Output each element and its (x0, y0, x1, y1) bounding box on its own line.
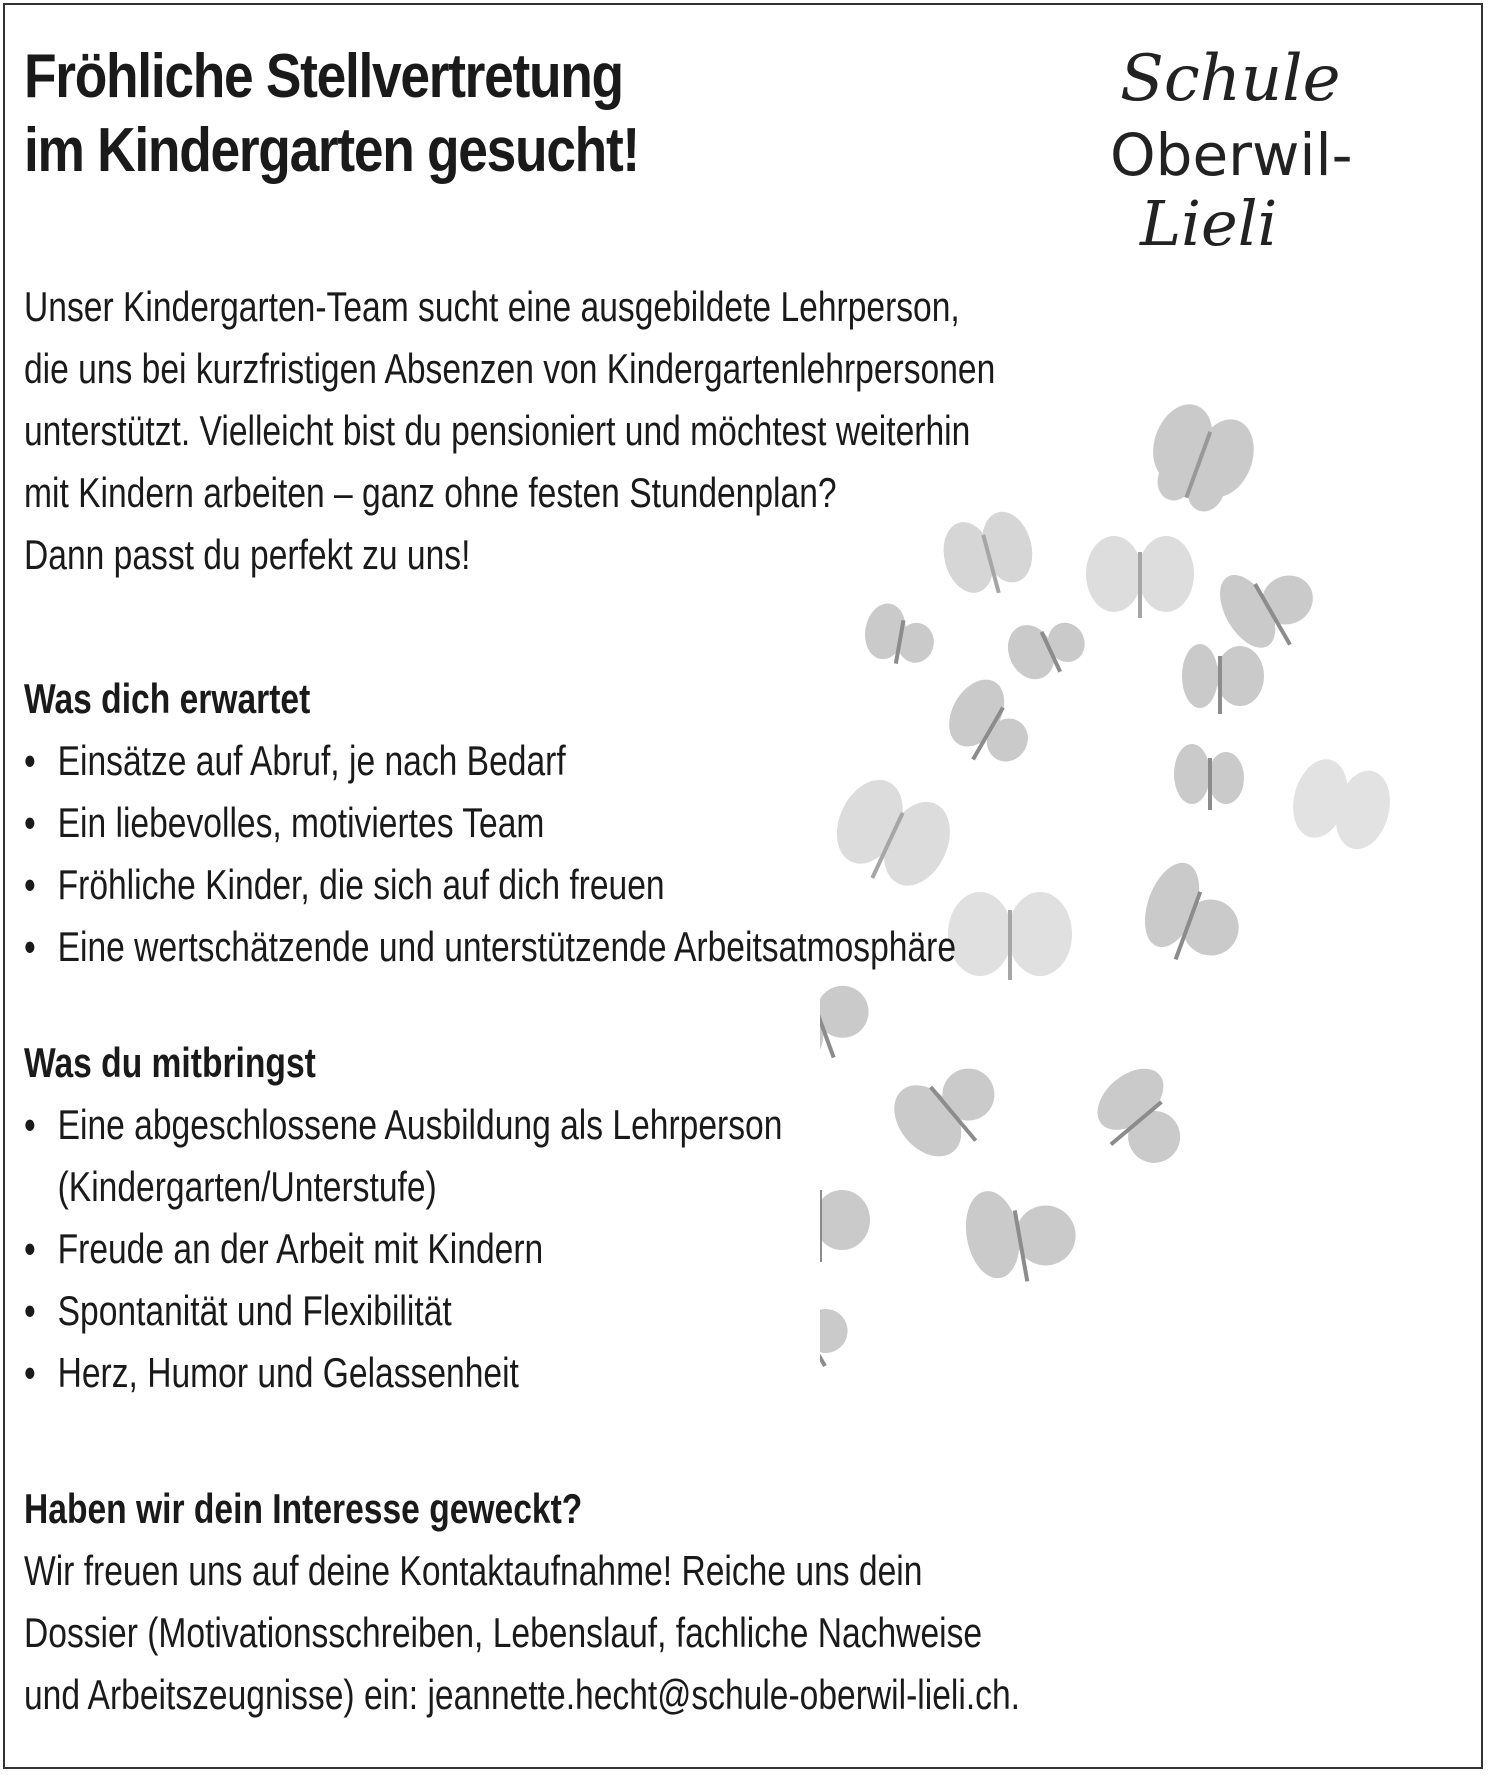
list-item: • Herz, Humor und Gelassenheit (24, 1342, 782, 1404)
logo-line-1: Schule (1120, 42, 1341, 116)
requirements-section (24, 1032, 782, 1404)
page-title (24, 40, 639, 188)
list-item: • Fröhliche Kinder, die sich auf dich freuen (24, 854, 956, 916)
email-link[interactable]: jeannette.hecht@schule-oberwil-lieli.ch (427, 1671, 1011, 1718)
contact-text: und Arbeitszeugnisse) ein: (24, 1671, 428, 1718)
list-item: • Eine wertschätzende und unterstützende Arbeitsatmosphäre (24, 916, 956, 978)
list-item-text: Eine abgeschlossene Ausbildung als Lehrperson (57, 1101, 783, 1148)
title-line-1: Fröhliche Stellvertretung (24, 42, 623, 111)
list-item: • Freude an der Arbeit mit Kindern (24, 1218, 782, 1280)
list-item: • Spontanität und Flexibilität (24, 1280, 782, 1342)
intro-paragraph (24, 276, 995, 586)
intro-line: unterstützt. Vielleicht bist du pensioniert und möchtest weiterhin (24, 407, 971, 454)
expectations-section (24, 668, 956, 978)
contact-line: Dossier (Motivationsschreiben, Lebenslauf, fachliche Nachweise (24, 1609, 983, 1656)
intro-line: Dann passt du perfekt zu uns! (24, 531, 471, 578)
expectations-list (24, 730, 956, 978)
contact-text: . (1010, 1671, 1020, 1718)
school-logo (1110, 30, 1450, 260)
intro-line: die uns bei kurzfristigen Absenzen von Kindergartenlehrpersonen (24, 345, 996, 392)
requirements-list (24, 1094, 782, 1156)
list-item-continuation: (Kindergarten/Unterstufe) (57, 1163, 437, 1210)
list-item (24, 1094, 782, 1156)
list-item: • Einsätze auf Abruf, je nach Bedarf (24, 730, 956, 792)
intro-line: mit Kindern arbeiten – ganz ohne festen Stundenplan? (24, 469, 837, 516)
requirements-heading: Was du mitbringst (24, 1039, 316, 1086)
expectations-heading: Was dich erwartet (24, 675, 311, 722)
title-line-2: im Kindergarten gesucht! (24, 116, 639, 185)
list-item: • Ein liebevolles, motiviertes Team (24, 792, 956, 854)
logo-line-3: Lieli (1140, 187, 1278, 260)
contact-line (24, 1664, 1020, 1726)
contact-heading: Haben wir dein Interesse geweckt? (24, 1485, 583, 1532)
contact-section (24, 1478, 1020, 1726)
intro-line: Unser Kindergarten-Team sucht eine ausgebildete Lehrperson, (24, 283, 960, 330)
contact-line: Wir freuen uns auf deine Kontaktaufnahme! Reiche uns dein (24, 1547, 923, 1594)
logo-line-2: Oberwil- (1110, 121, 1353, 189)
